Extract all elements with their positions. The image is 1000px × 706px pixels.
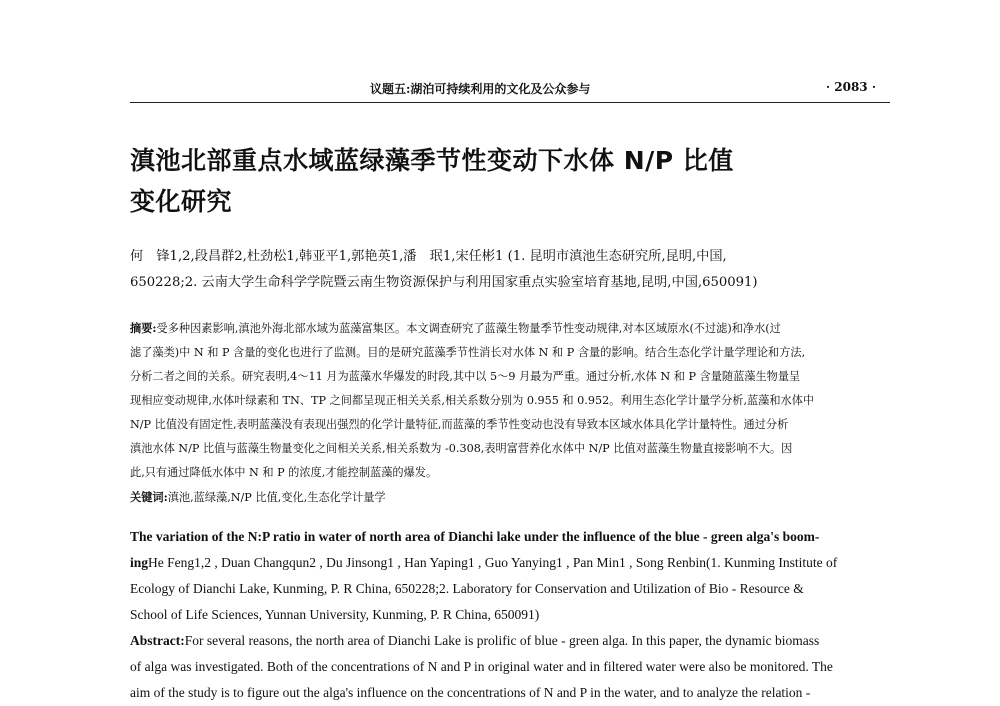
cn-abstract-line: N/P 比值没有固定性,表明蓝藻没有表现出强烈的化学计量特征,而蓝藻的季节性变动也没有导致本区域水体具化学计量特性。通过分析 bbox=[130, 418, 789, 431]
title-line-2: 变化研究 bbox=[130, 187, 233, 216]
author-list bbox=[130, 244, 890, 296]
cn-abstract-line: 分析二者之间的关系。研究表明,4～11 月为蓝藻水华爆发的时段,其中以 5～9 月最为严重。通过分析,水体 N 和 P 含量随蓝藻生物量呈 bbox=[130, 370, 801, 383]
header-topic: 议题五:湖泊可持续利用的文化及公众参与 bbox=[370, 82, 591, 96]
cn-abstract-line bbox=[130, 316, 890, 341]
en-abstract-line: aim of the study is to figure out the alga's influence on the concentrations of N and P in the water, and to analyze the relation - bbox=[130, 685, 811, 700]
en-affiliation-line: School of Life Sciences, Yunnan University, Kunming, P. R China, 650091) bbox=[130, 607, 540, 622]
chinese-abstract bbox=[130, 316, 890, 510]
en-title-line-2: ing bbox=[130, 555, 149, 570]
page-number: · 2083 · bbox=[825, 80, 876, 94]
en-abstract-line: of alga was investigated. Both of the concentrations of N and P in original water and in filtered water were also be monitored. The bbox=[130, 659, 833, 674]
english-section bbox=[130, 524, 890, 706]
authors-line-1: 何 锋1,2,段昌群2,杜劲松1,韩亚平1,郭艳英1,潘 珉1,宋任彬1 (1. 昆明市滇池生态研究所,昆明,中国, bbox=[130, 249, 727, 264]
cn-abstract-line: 滤了藻类)中 N 和 P 含量的变化也进行了监测。目的是研究蓝藻季节性消长对水体 N 和 P 含量的影响。结合生态化学计量学理论和方法, bbox=[130, 346, 806, 359]
cn-keywords-label: 关键词: bbox=[130, 490, 168, 504]
cn-keywords bbox=[130, 485, 890, 510]
en-abstract-text: For several reasons, the north area of Dianchi Lake is prolific of blue - green alga. In this paper, the dynamic biomass bbox=[184, 633, 820, 648]
cn-abstract-line: 此,只有通过降低水体中 N 和 P 的浓度,才能控制蓝藻的爆发。 bbox=[130, 466, 438, 479]
running-header bbox=[130, 80, 890, 103]
cn-keywords-text: 滇池,蓝绿藻,N/P 比值,变化,生态化学计量学 bbox=[167, 491, 386, 504]
en-abstract-line bbox=[130, 628, 890, 654]
authors-line-2: 650228;2. 云南大学生命科学学院暨云南生物资源保护与利用国家重点实验室培育基地,昆明,中国,650091) bbox=[130, 275, 758, 290]
cn-abstract-label: 摘要: bbox=[130, 321, 157, 335]
en-title-line-1: The variation of the N:P ratio in water of north area of Dianchi lake under the influence of the blue - green alga's boom- bbox=[130, 529, 820, 544]
title-line-1: 滇池北部重点水域蓝绿藻季节性变动下水体 N/P 比值 bbox=[130, 146, 734, 175]
en-affiliation-line: Ecology of Dianchi Lake, Kunming, P. R China, 650228;2. Laboratory for Conservation and Utilization of Bio - Resource & bbox=[130, 581, 804, 596]
en-authors: He Feng1,2 , Duan Changqun2 , Du Jinsong1 , Han Yaping1 , Guo Yanying1 , Pan Min1 , Song Renbin(1. Kunming Institute of bbox=[148, 555, 838, 570]
en-abstract-label: Abstract: bbox=[130, 633, 185, 648]
paper-title bbox=[130, 140, 870, 222]
cn-abstract-line: 现相应变动规律,水体叶绿素和 TN、TP 之间都呈现正相关关系,相关系数分别为 0.955 和 0.952。利用生态化学计量学分析,蓝藻和水体中 bbox=[130, 394, 815, 407]
cn-abstract-line: 滇池水体 N/P 比值与蓝藻生物量变化之间相关关系,相关系数为 -0.308,表明富营养化水体中 N/P 比值对蓝藻生物量直接影响不大。因 bbox=[130, 442, 793, 455]
en-authors-line bbox=[130, 550, 890, 576]
cn-abstract-text: 受多种因素影响,滇池外海北部水域为蓝藻富集区。本文调查研究了蓝藻生物量季节性变动规律,对本区域原水(不过滤)和净水(过 bbox=[156, 322, 781, 335]
